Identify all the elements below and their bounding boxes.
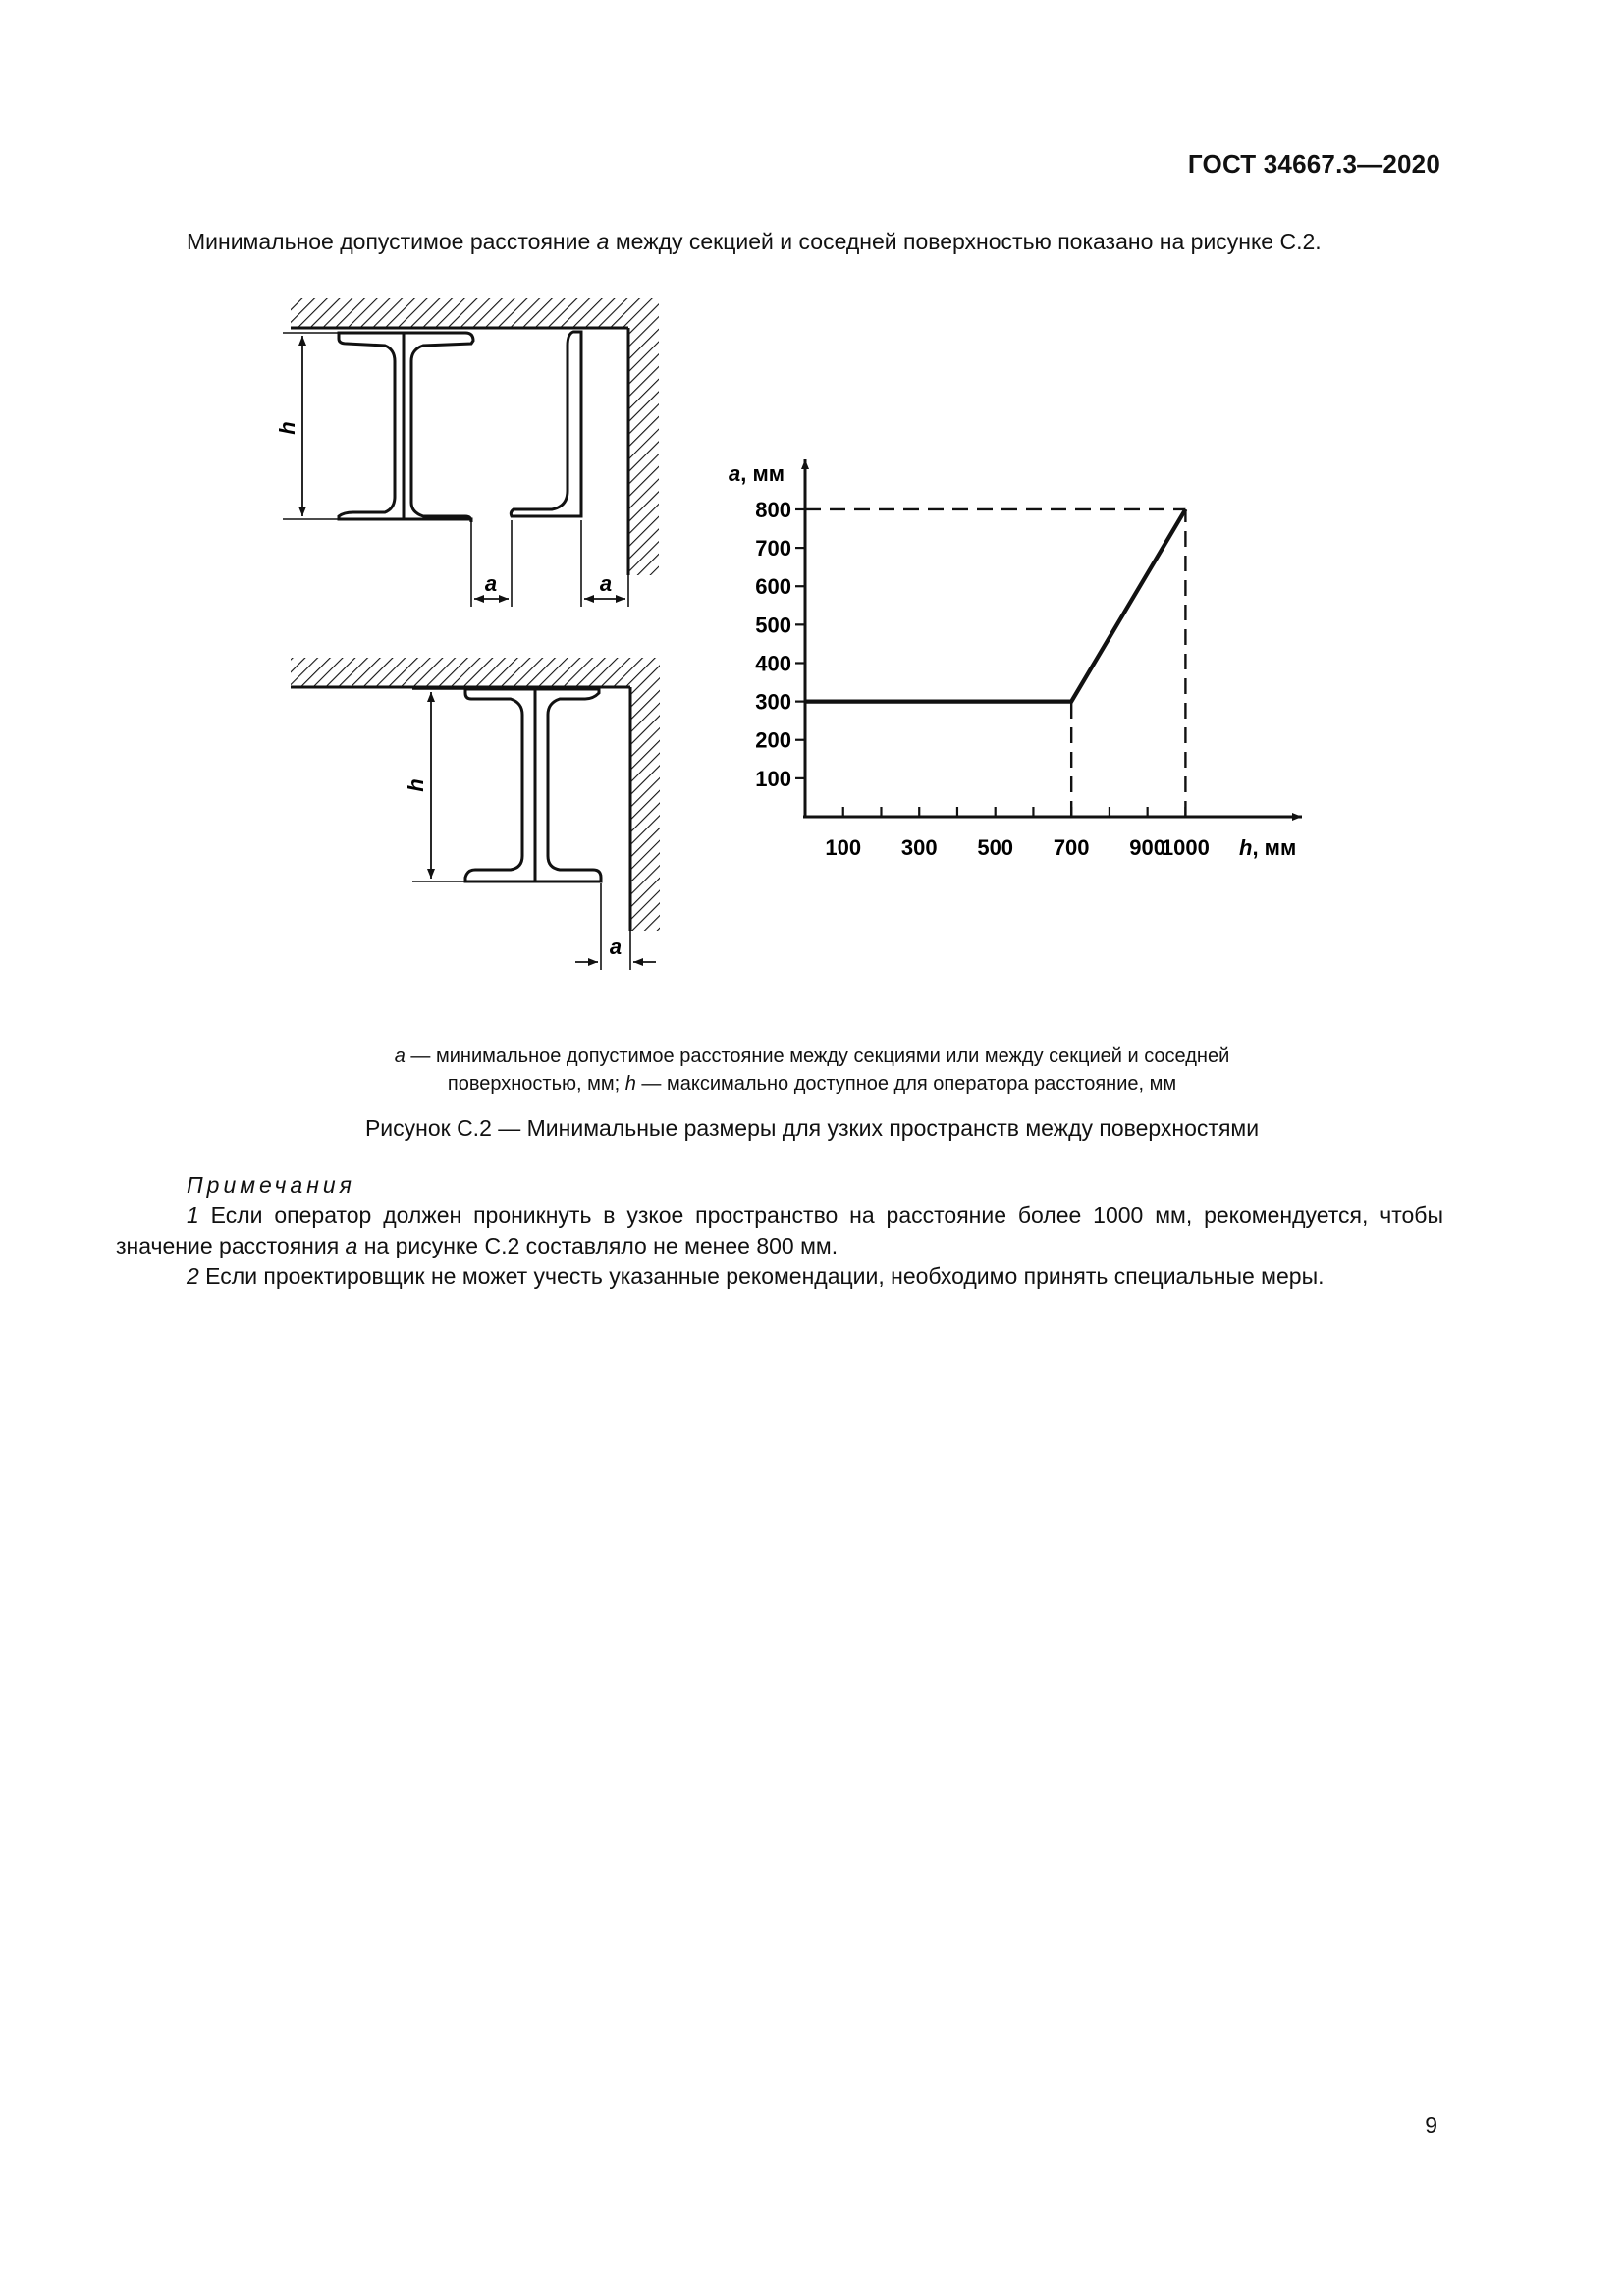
top-a-label-2: a [599,571,613,596]
bottom-a-label: a [609,934,623,959]
legend-text-1: — минимальное допустимое расстояние между секциями или между секцией и соседней [405,1045,1230,1067]
figure-caption: Рисунок С.2 — Минимальные размеры для узких пространств между поверхностями [364,1115,1260,1141]
x-tick-label: 300 [900,835,938,860]
note-1-text-a: Если оператор должен проникнуть в узкое пространство на расстояние более 1000 мм, рекомендуется, чтобы значение расстояния [116,1202,1443,1258]
notes-section [116,1170,1443,1292]
legend-line-1 [275,1042,1349,1070]
note-2-text: Если проектировщик не может учесть указанные рекомендации, необходимо принять специальные меры. [198,1263,1325,1289]
bottom-h-label: h [404,778,428,792]
intro-text-after: между секцией и соседней поверхностью показано на рисунке С.2. [609,229,1322,254]
bottom-diagram [291,658,660,970]
figure-legend [275,1042,1349,1097]
bottom-ceiling-hatch [291,658,660,687]
y-tick-label: 100 [755,766,791,791]
top-ibeam-section [339,333,473,522]
y-tick-label: 300 [755,689,791,715]
y-tick-label: 800 [755,497,791,522]
legend-var-h: h [624,1073,636,1095]
x-axis-label: h, мм [1239,835,1297,860]
legend-text-2b: — максимально доступное для оператора расстояние, мм [635,1073,1177,1095]
note-1-text-b: на рисунке С.2 составляло не менее 800 мм. [357,1233,839,1258]
chart-a-vs-h [729,459,1302,860]
y-axis-label: a, мм [729,461,785,486]
bottom-ibeam-section [465,689,601,881]
y-tick-label: 400 [755,651,791,676]
y-tick-label: 700 [755,536,791,561]
bottom-wall-hatch [630,658,660,931]
y-tick-label: 500 [755,613,791,638]
x-tick-label: 1000 [1161,835,1210,860]
top-diagram [275,298,659,607]
notes-title: Примечания [187,1172,355,1198]
series-line [805,509,1185,702]
note-2 [116,1261,1443,1292]
x-tick-label: 900 [1129,835,1166,860]
top-a-label-1: a [484,571,498,596]
top-channel-section [511,332,581,516]
top-wall-hatch [628,298,659,575]
y-tick-label: 600 [755,574,791,600]
document-header: ГОСТ 34667.3—2020 [1187,149,1440,179]
top-ceiling-hatch [291,298,656,328]
intro-variable: a [596,229,610,254]
note-1-variable: а [345,1233,358,1258]
page-number: 9 [1425,2112,1437,2138]
legend-line-2 [275,1070,1349,1097]
x-tick-label: 500 [977,835,1014,860]
legend-text-2a: поверхностью, мм; [447,1073,625,1095]
top-h-label: h [275,421,299,435]
legend-var-a: a [394,1045,406,1067]
note-1 [116,1201,1443,1261]
x-tick-label: 700 [1053,835,1090,860]
x-tick-label: 100 [825,835,862,860]
intro-text-before: Минимальное допустимое расстояние [187,229,597,254]
note-1-number: 1 [187,1202,199,1228]
y-tick-label: 200 [755,727,791,753]
note-2-number: 2 [187,1263,199,1289]
